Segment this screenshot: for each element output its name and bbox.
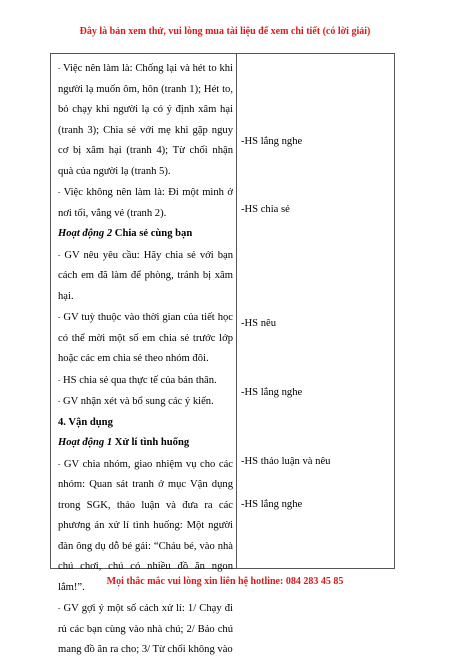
bullet: -: [58, 459, 61, 468]
section-heading: 4. Vận dụng: [58, 416, 113, 428]
paragraph: [58, 391, 233, 413]
student-response: -HS lắng nghe: [241, 136, 303, 147]
activity-heading-title: Xử lí tình huống: [112, 437, 190, 448]
student-response: -HS lắng nghe: [241, 499, 303, 510]
bullet: -: [58, 375, 61, 384]
hotline-banner: Mọi thắc mắc vui lòng xin liên hệ hotline: 084 283 45 85: [106, 576, 344, 587]
paragraph: [58, 598, 233, 661]
bullet: -: [58, 313, 61, 321]
student-response: -HS nêu: [241, 318, 277, 329]
paragraph-text: GV tuỳ thuộc vào thời gian của tiết học có thể mời một số em chia sẻ trước lớp hoặc các em chia sẻ theo nhóm đôi.: [58, 312, 234, 364]
bullet: -: [58, 188, 61, 196]
paragraph-text: GV nhận xét và bổ sung các ý kiến.: [63, 396, 214, 407]
teacher-activities-column: [58, 58, 233, 661]
paragraph-text: GV chia nhóm, giao nhiệm vụ cho các nhóm: Quan sát tranh ở mục Vận dụng trong SGK, thảo luận và đưa ra các phương án xử lí tình huống: Một người đàn ông dụ dỗ bé gái: “Cháu bé, vào nhà chú chơi, chú có nhiều đồ ăn ngon lắm!”.: [58, 458, 233, 593]
bullet: -: [58, 397, 61, 405]
paragraph: [58, 182, 233, 224]
activity-heading-label: Hoạt động 1: [58, 437, 113, 448]
activity-heading-title: Chia sẻ cùng bạn: [112, 228, 193, 239]
student-response: -HS lắng nghe: [241, 387, 303, 398]
preview-notice-banner: Đây là bản xem thử, vui lòng mua tài liệu để xem chi tiết (có lời giải): [79, 26, 371, 37]
bullet: -: [58, 64, 61, 72]
paragraph: [58, 307, 233, 370]
bullet: -: [58, 250, 61, 259]
paragraph-text: GV nêu yêu cầu: Hãy chia sẻ với bạn cách em đã làm để phòng, tránh bị xâm hại.: [58, 249, 233, 302]
paragraph: [58, 58, 233, 182]
paragraph-text: Việc không nên làm là: Đi một mình ở nơi tối, vắng vẻ (tranh 2).: [58, 187, 233, 219]
paragraph-text: GV gợi ý một số cách xử lí: 1/ Chạy đi rủ các bạn cùng vào nhà chú; 2/ Bảo chú mang đồ ăn ra cho; 3/ Từ chối không vào: [58, 603, 234, 655]
activity-heading: [58, 433, 233, 454]
activity-heading: [58, 224, 233, 245]
column-divider: [236, 54, 237, 568]
bullet: -: [58, 604, 61, 612]
paragraph: [58, 245, 233, 308]
student-response: -HS thảo luận và nêu: [241, 456, 331, 467]
activity-heading-label: Hoạt động 2: [58, 228, 113, 239]
paragraph: [58, 370, 233, 392]
paragraph-text: HS chia sẻ qua thực tế của bản thân.: [63, 374, 217, 386]
student-response: -HS chia sẻ: [241, 204, 290, 215]
paragraph-text: Việc nên làm là: Chống lại và hét to khi người lạ muốn ôm, hôn (tranh 1); Hét to, bỏ chạy khi người lạ có ý định xâm hại (tranh 3); Chia sẻ với mẹ khi gặp nguy cơ bị xâm hại (tranh 4); Từ chối nhận quà của người lạ (tranh 5).: [58, 63, 233, 177]
